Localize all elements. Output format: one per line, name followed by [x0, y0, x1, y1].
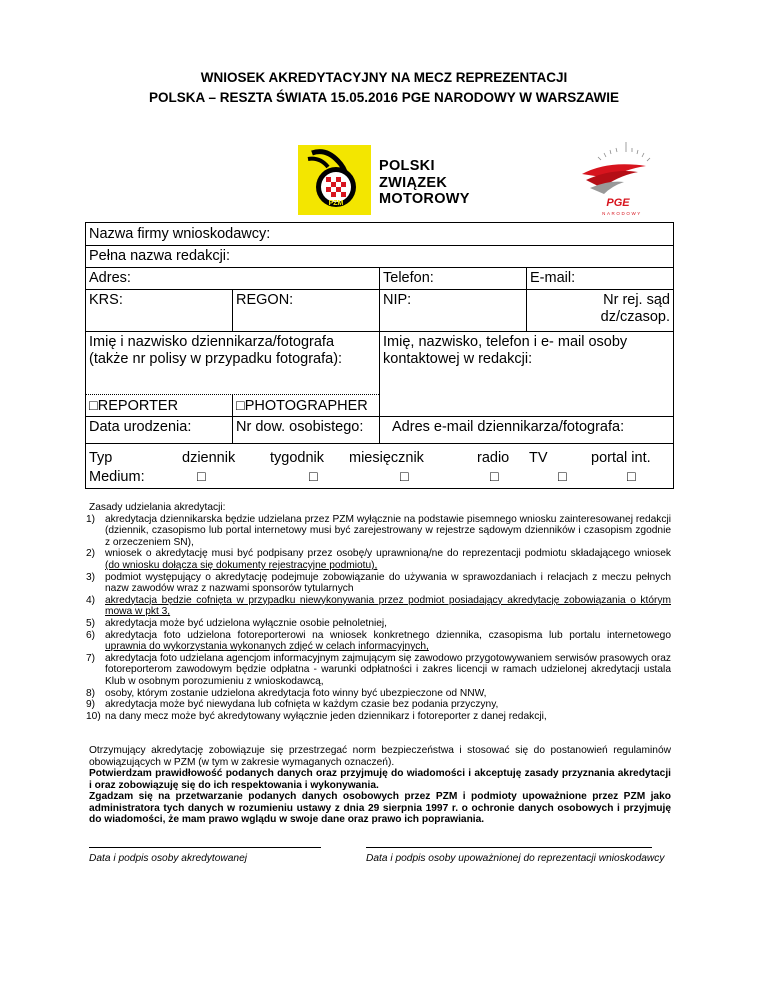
medium-option-label: tygodnik — [270, 450, 325, 466]
rule-item: 2) wniosek o akredytację musi być podpisany przez osobę/y uprawnioną/ne do reprezentacji podmiotu składającego wniosek (do wniosku dołącza się dokumenty rejestracyjne podmiotu), — [86, 548, 671, 571]
birth-date-label: Data urodzenia: — [89, 419, 192, 435]
regon-label: REGON: — [236, 292, 294, 308]
rule-item: 7) akredytacja foto udzielana agencjom informacyjnym zajmującym się zawodowo przygotowywaniem serwisów prasowych oraz fotoreporterom zawodowym będzie odpłatna - warunki odpłatności i zakres licencji w ramach udzielonej akredytacji ustala Klub w osobnym porozumieniu z wnioskodawcą, — [86, 652, 671, 687]
photographer-option[interactable] — [236, 398, 368, 415]
accreditation-rules — [86, 502, 671, 722]
editorial-name-label: Pełna nazwa redakcji: — [89, 248, 231, 264]
signature-label-left: Data i podpis osoby akredytowanej — [89, 853, 248, 864]
pzm-name-line: POLSKI — [379, 158, 435, 174]
company-name-label: Nazwa firmy wnioskodawcy: — [89, 226, 271, 242]
pge-narodowy-logo — [568, 138, 666, 218]
medium-type-label: Typ — [89, 450, 113, 466]
pge-subtitle: NARODOWY — [602, 211, 642, 216]
pge-name: PGE — [606, 197, 630, 209]
reporter-checkbox[interactable]: □ — [89, 398, 98, 414]
medium-option-label: radio — [477, 450, 510, 466]
rule-item: 4) akredytacja będzie cofnięta w przypadku niewykonywania przez podmiot posiadający akredytację zobowiązania o którym mowa w pkt 3, — [86, 594, 671, 618]
rule-item: 9) akredytacja może być niewydana lub cofnięta w każdym czasie bez podania przyczyny, — [86, 699, 499, 711]
accreditation-form — [85, 222, 674, 489]
medium-checkbox-radio[interactable]: □ — [490, 469, 499, 485]
statement-data-consent: Zgadzam się na przetwarzanie podanych danych osobowych przez PZM i podmioty upoważnione przez PZM jako administratora tych danych w rozumieniu ustawy z dnia 29 sierpnia 1997 r. o ochronie danych osobowych i przyjmuję do wiadomości, że mam prawo wglądu w swoje dane oraz prawo ich poprawiania. — [89, 791, 671, 826]
reporter-label: REPORTER — [97, 398, 179, 414]
document-title-line1: WNIOSEK AKREDYTACYJNY NA MECZ REPREZENTACJI — [200, 70, 568, 85]
photographer-checkbox[interactable]: □ — [236, 398, 245, 414]
medium-checkbox-monthly[interactable]: □ — [400, 469, 409, 485]
rule-item: 1) akredytacja dziennikarska będzie udzielana przez PZM wyłącznie na podstawie pisemnego wniosku zainteresowanej redakcji (dziennik, czasopismo lub portal internetowy musi być zarejestrowany w rejestrze sądowym dzienników i czasopism zgodnie z orzeczeniem SN), — [86, 513, 671, 548]
medium-checkbox-weekly[interactable]: □ — [309, 469, 318, 485]
photographer-label: PHOTOGRAPHER — [244, 398, 368, 414]
contact-person-label: Imię, nazwisko, telefon i e- mail osoby kontaktowej w redakcji: — [383, 334, 628, 367]
medium-checkbox-daily[interactable]: □ — [197, 469, 206, 485]
signature-label-right: Data i podpis osoby upoważnionej do reprezentacji wnioskodawcy — [366, 853, 665, 864]
rules-heading: Zasady udzielania akredytacji: — [89, 502, 226, 513]
pzm-name — [379, 158, 470, 208]
medium-option-label: TV — [529, 450, 548, 466]
rule-item: 8) osoby, którym zostanie udzielona akredytacja foto winny być ubezpieczone od NNW, — [86, 687, 487, 699]
medium-label: Medium: — [89, 469, 145, 485]
signature-line-left — [89, 847, 321, 848]
email-label: E-mail: — [530, 270, 576, 286]
pzm-name-line: ZWIĄZEK — [379, 174, 448, 191]
medium-option-label: dziennik — [182, 450, 236, 466]
nip-label: NIP: — [383, 292, 412, 308]
medium-checkbox-portal[interactable]: □ — [627, 469, 636, 485]
id-number-label: Nr dow. osobistego: — [236, 419, 364, 435]
address-label: Adres: — [89, 270, 131, 286]
rule-item: 3) podmiot występujący o akredytację podejmuje zobowiązanie do używania w sprawozdaniach i relacjach z meczu pełnych nazw zawodów wraz z nazwami sponsorów tytularnych — [86, 571, 671, 595]
rule-item: 6) akredytacja foto udzielona fotoreporterowi na wniosek konkretnego dziennika, czasopisma lub portalu internetowego uprawnia do wykorzystania wykonanych zdjęć w celach informacyjnych, — [86, 629, 671, 653]
reporter-option[interactable] — [89, 398, 178, 415]
document-title-line2: POLSKA – RESZTA ŚWIATA 15.05.2016 PGE NARODOWY W WARSZAWIE — [148, 90, 620, 105]
statement-obligations: Otrzymujący akredytację zobowiązuje się przestrzegać norm bezpieczeństwa i stosować się do postanowień regulaminów obowiązujących w PZM (w tym w zakresie wymaganych oznaczeń). — [89, 745, 671, 768]
phone-label: Telefon: — [383, 270, 434, 286]
medium-checkbox-tv[interactable]: □ — [558, 469, 567, 485]
rule-item: 5) akredytacja może być udzielona wyłącznie osobie pełnoletniej, — [86, 617, 388, 629]
court-registration-label: Nr rej. sąd dz/czasop. — [600, 292, 670, 325]
rule-item: 10) na dany mecz może być akredytowany wyłącznie jeden dziennikarz i fotoreporter z danej redakcji, — [86, 710, 547, 722]
statement-confirmation: Potwierdzam prawidłowość podanych danych oraz przyjmuję do wiadomości i akceptuję zasady przyznania akredytacji i oraz zobowiązuję się do ich respektowania i wykonywania. — [89, 768, 671, 791]
pzm-name-line: MOTOROWY — [379, 191, 470, 207]
pzm-logo — [298, 145, 371, 215]
medium-option-label: portal int. — [591, 450, 651, 466]
signature-line-right — [366, 847, 652, 848]
krs-label: KRS: — [89, 292, 123, 308]
journalist-email-label: Adres e-mail dziennikarza/fotografa: — [392, 419, 625, 435]
medium-option-label: miesięcznik — [349, 450, 424, 466]
pzm-badge-text: PZM — [328, 200, 344, 207]
journalist-name-label: Imię i nazwisko dziennikarza/fotografa (także nr polisy w przypadku fotografa): — [89, 334, 343, 367]
